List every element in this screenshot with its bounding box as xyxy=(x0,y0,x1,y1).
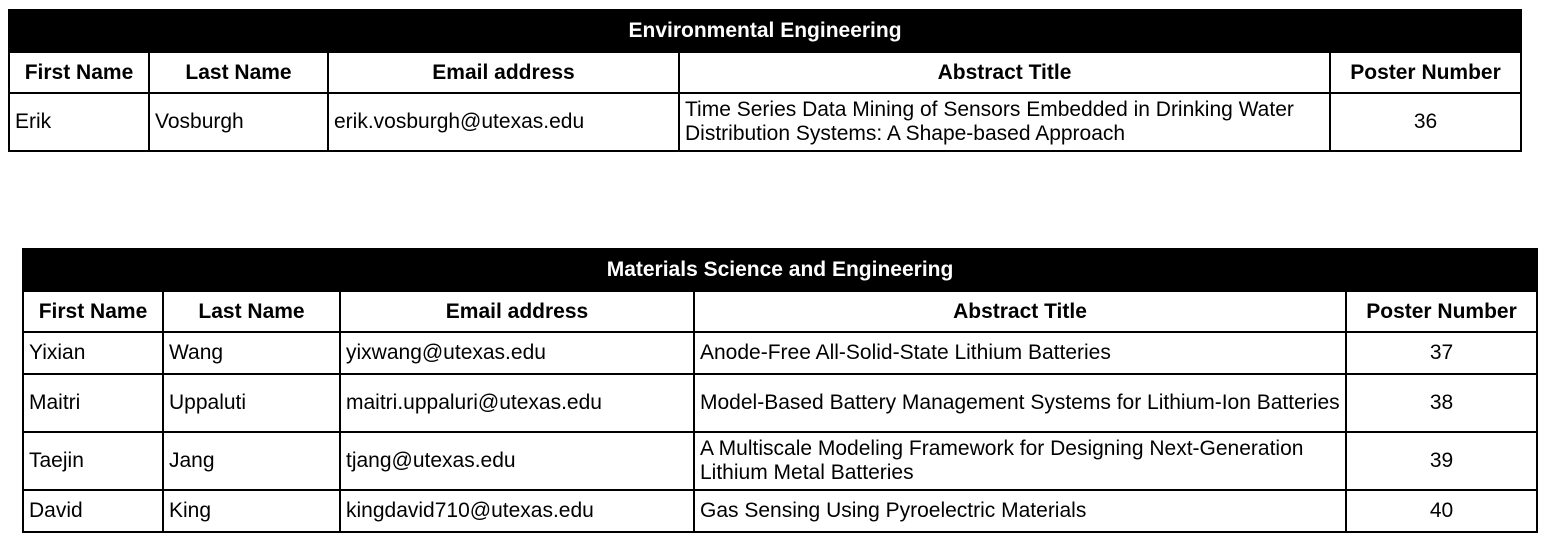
header-abstract-title: Abstract Title xyxy=(694,291,1346,332)
abstract-title-cell: Time Series Data Mining of Sensors Embedded in Drinking Water Distribution Systems: A Shape-based Approach xyxy=(679,93,1330,151)
table-row xyxy=(23,374,1537,432)
email-cell: tjang@utexas.edu xyxy=(340,432,694,490)
last-name-cell: Uppaluti xyxy=(163,374,340,432)
table-row xyxy=(23,490,1537,532)
poster-number-cell: 37 xyxy=(1346,332,1537,374)
poster-number-cell: 39 xyxy=(1346,432,1537,490)
section-title: Environmental Engineering xyxy=(9,10,1521,52)
header-abstract-title: Abstract Title xyxy=(679,52,1330,93)
last-name-cell: Wang xyxy=(163,332,340,374)
abstract-title-cell: Anode-Free All-Solid-State Lithium Batteries xyxy=(694,332,1346,374)
header-last-name: Last Name xyxy=(149,52,328,93)
first-name-cell: Maitri xyxy=(23,374,163,432)
email-cell: erik.vosburgh@utexas.edu xyxy=(328,93,679,151)
section-title-row xyxy=(9,10,1521,52)
last-name-cell: King xyxy=(163,490,340,532)
table-row xyxy=(23,332,1537,374)
section-title: Materials Science and Engineering xyxy=(23,249,1537,291)
first-name-cell: Yixian xyxy=(23,332,163,374)
first-name-cell: Erik xyxy=(9,93,149,151)
first-name-cell: Taejin xyxy=(23,432,163,490)
header-first-name: First Name xyxy=(9,52,149,93)
poster-number-cell: 36 xyxy=(1330,93,1521,151)
last-name-cell: Vosburgh xyxy=(149,93,328,151)
materials-science-table xyxy=(22,248,1538,533)
column-header-row xyxy=(23,291,1537,332)
email-cell: maitri.uppaluri@utexas.edu xyxy=(340,374,694,432)
poster-number-cell: 40 xyxy=(1346,490,1537,532)
abstract-title-cell: Model-Based Battery Management Systems for Lithium-Ion Batteries xyxy=(694,374,1346,432)
section-title-row xyxy=(23,249,1537,291)
header-poster-number: Poster Number xyxy=(1346,291,1537,332)
abstract-title-cell: A Multiscale Modeling Framework for Designing Next-Generation Lithium Metal Batteries xyxy=(694,432,1346,490)
column-header-row xyxy=(9,52,1521,93)
poster-number-cell: 38 xyxy=(1346,374,1537,432)
header-last-name: Last Name xyxy=(163,291,340,332)
email-cell: yixwang@utexas.edu xyxy=(340,332,694,374)
first-name-cell: David xyxy=(23,490,163,532)
abstract-title-cell: Gas Sensing Using Pyroelectric Materials xyxy=(694,490,1346,532)
header-poster-number: Poster Number xyxy=(1330,52,1521,93)
header-email: Email address xyxy=(328,52,679,93)
table-row xyxy=(23,432,1537,490)
table-row xyxy=(9,93,1521,151)
email-cell: kingdavid710@utexas.edu xyxy=(340,490,694,532)
header-email: Email address xyxy=(340,291,694,332)
last-name-cell: Jang xyxy=(163,432,340,490)
header-first-name: First Name xyxy=(23,291,163,332)
environmental-engineering-table xyxy=(8,9,1522,152)
